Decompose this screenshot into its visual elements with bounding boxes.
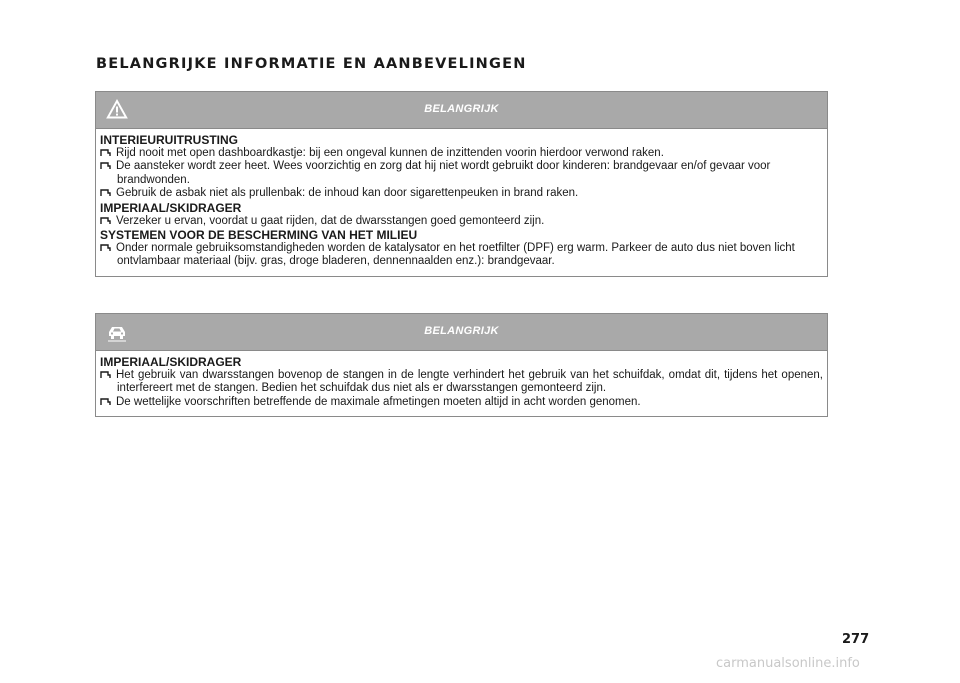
bullet-icon [100, 244, 111, 252]
list-item-text: Onder normale gebruiksomstandigheden worden de katalysator en het roetfilter (DPF) erg warm. Parkeer de auto dus niet boven licht ontvlambaar materiaal (bijv. gras, droge bladeren, dennennaalden enz.): brandgevaar. [116, 242, 795, 268]
list-item [100, 242, 823, 269]
section-title-interieuruitrusting: INTERIEURUITRUSTING [100, 133, 238, 147]
bullet-icon [100, 189, 111, 197]
list-item [100, 369, 823, 396]
warning-box-header [96, 92, 827, 129]
list-item-text: Verzeker u ervan, voordat u gaat rijden, dat de dwarsstangen goed gemonteerd zijn. [116, 214, 545, 227]
warning-box-header [96, 314, 827, 351]
list-item [100, 160, 823, 187]
warning-box-label: BELANGRIJK [424, 103, 499, 115]
warning-box-label: BELANGRIJK [424, 325, 499, 337]
list-item-text: Gebruik de asbak niet als prullenbak: de inhoud kan door sigarettenpeuken in brand raken. [116, 187, 579, 200]
bullet-icon [100, 162, 111, 170]
bullet-icon [100, 217, 111, 225]
list-item [100, 215, 823, 228]
watermark-text: carmanualsonline.info [716, 656, 860, 671]
list-item-text: De aansteker wordt zeer heet. Wees voorzichtig en zorg dat hij niet wordt gebruikt door kinderen: brandgevaar en/of gevaar voor brandwonden. [116, 160, 771, 186]
warning-box-body [96, 351, 827, 416]
list-item-text: De wettelijke voorschriften betreffende de maximale afmetingen moeten altijd in acht worden genomen. [116, 395, 641, 408]
bullet-icon [100, 398, 111, 406]
bullet-icon [100, 371, 111, 379]
list-item-text: Het gebruik van dwarsstangen bovenop de stangen in de lengte verhindert het gebruik van het schuifdak, omdat dit, tijdens het openen, interfereert met de stangen. Bedien het schuifdak dus niet als er dwarsstangen gemonteerd zijn. [116, 369, 823, 395]
list-item [100, 187, 823, 200]
bullet-icon [100, 149, 111, 157]
list-item [100, 396, 823, 409]
section-title-imperiaal-skidrager: IMPERIAAL/SKIDRAGER [100, 200, 242, 215]
warning-box-body [96, 129, 827, 276]
page-title: BELANGRIJKE INFORMATIE EN AANBEVELINGEN [96, 56, 527, 72]
list-item [100, 147, 823, 160]
section-title-imperiaal-skidrager: IMPERIAAL/SKIDRAGER [100, 355, 242, 369]
warning-box-interior [95, 91, 828, 277]
list-item-text: Rijd nooit met open dashboardkastje: bij een ongeval kunnen de inzittenden voorin hierdoor verwond raken. [116, 147, 664, 159]
section-title-milieu: SYSTEMEN VOOR DE BESCHERMING VAN HET MILIEU [100, 228, 418, 243]
warning-box-roof [95, 313, 828, 417]
page-number: 277 [842, 632, 870, 647]
